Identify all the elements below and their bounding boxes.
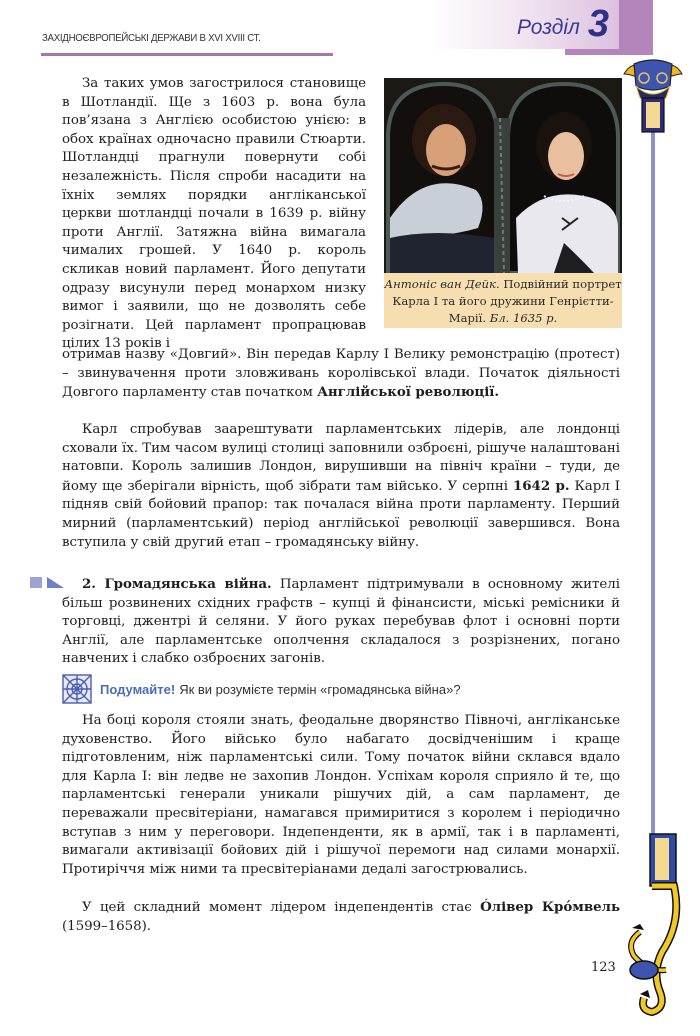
section-title: 2. Громадянська війна.: [82, 576, 272, 592]
celtic-dragon-ornament-icon: [622, 832, 682, 1028]
page-number: 123: [591, 960, 616, 975]
paragraph-royalist-side: На боці короля стояли знать, феодальне дворянство Півночі, англіканське духовенство. Його військо було набагато досвідченішим і краще підготовленим, ніж парламентські сили. Тому початок війни склався вдало для Карла І: він ледве не захопив Лондон. Успіхам короля сприяло й те, що парламентські генерали уникали рішучих дій, а сам парламент, де переважали пресвітеріани, намагався примиритися з королем і періодично вступав з ним у переговори. Індепенденти, як в армії, так і в парламенті, вимагали активізації бойових дій і рішучої перемоги над силами монархії. Протиріччя між ними та пресвітеріанами дедалі загострювались.: [62, 713, 620, 877]
name-cromwell: Óлівер Крóмвель: [480, 899, 620, 915]
section-text: Парламент підтримували в основному жителі більш розвинених східних графств – купці й фінансисти, міські ремісники й торговці, джентрі й селяни. У його руках перебував флот і основні порти Англії, але парламентське ополчення складалося з розрізнених, погано навчених і слабко озброєних загонів.: [62, 577, 620, 667]
think-prompt: [62, 674, 461, 704]
think-label: Подумайте!: [100, 681, 176, 697]
paragraph-text: Карл І підняв свій бойовий прапор: так почалася війна проти парламенту. Перший мирний (парламентський) період англійської революції завершився. Вона вступила у свій другий етап – громадянську війну.: [62, 478, 620, 550]
chapter-label: Розділ: [517, 15, 580, 39]
paragraph-text: (1599–1658).: [62, 918, 151, 934]
section-civil-war: [62, 575, 620, 669]
caption-date: Бл. 1635 р.: [489, 311, 558, 325]
paragraph-text: У цей складний момент лідером індепендентів стає: [82, 900, 481, 915]
paragraph-charles-leaves-london: [62, 421, 620, 552]
paragraph-long-parliament: [62, 346, 620, 403]
chapter-number: 3: [587, 3, 609, 45]
running-title: ЗАХІДНОЄВРОПЕЙСЬКІ ДЕРЖАВИ В XVI XVIII СТ.: [42, 32, 261, 44]
square-marker-icon: [30, 577, 42, 588]
caption-author: Антоніс ван Дейк.: [384, 277, 500, 291]
think-question: Як ви розумієте термін «громадянська війна»?: [179, 681, 461, 697]
lace-pattern-icon: [62, 674, 92, 704]
margin-rule: [651, 128, 655, 838]
portrait-figure: [384, 78, 622, 328]
paragraph-cromwell: [62, 898, 620, 936]
figure-caption: [384, 274, 622, 328]
term-english-revolution: Англійської революції.: [317, 384, 499, 401]
paragraph-text: Карл спробував заарештувати парламентських лідерів, але лондонці сховали їх. Тим часом вулиці столиці заповнили озброєні, рішуче налаштовані натовпи. Король залишив Лондон, вирушивши на північ країни – туди, де йому ще зберігали вірність, щоб зібрати там військо. У серпні: [62, 422, 620, 494]
chapter-tab: [430, 0, 619, 49]
paragraph-text: отримав назву «Довгий». Він передав Карлу І Велику ремонстрацію (протест) – звинувачення проти зловживань королівської влади. Початок діяльності Довгого парламенту став початком: [62, 347, 620, 401]
header-rule: [41, 53, 333, 56]
celtic-capital-ornament-icon: [622, 58, 684, 134]
double-portrait-image: [384, 78, 622, 273]
date-1642: 1642 р.: [513, 477, 570, 494]
caption-text: Подвійний портрет Карла І та його дружини Генрієтти-Марії.: [392, 277, 622, 325]
paragraph-scotland: За таких умов загострилося становище в Шотландії. Ще з 1603 р. вона була пов’язана з Англією особистою унією: в обох країнах одночасно правили Стюарти. Шотландці прагнули повернути собі незалежність. Після спроби насадити на їхніх землях порядки англіканської церкви шотландці почали в 1639 р. війну проти Англії. Затяжна війна вимагала чималих грошей. У 1640 р. король скликав новий парламент. Його депутати одразу висунули перед монархом низку вимог і заявили, що не дозволять себе розігнати. Цей парламент пропрацював цілих 13 років і: [62, 76, 366, 352]
section-markers: [30, 577, 64, 588]
